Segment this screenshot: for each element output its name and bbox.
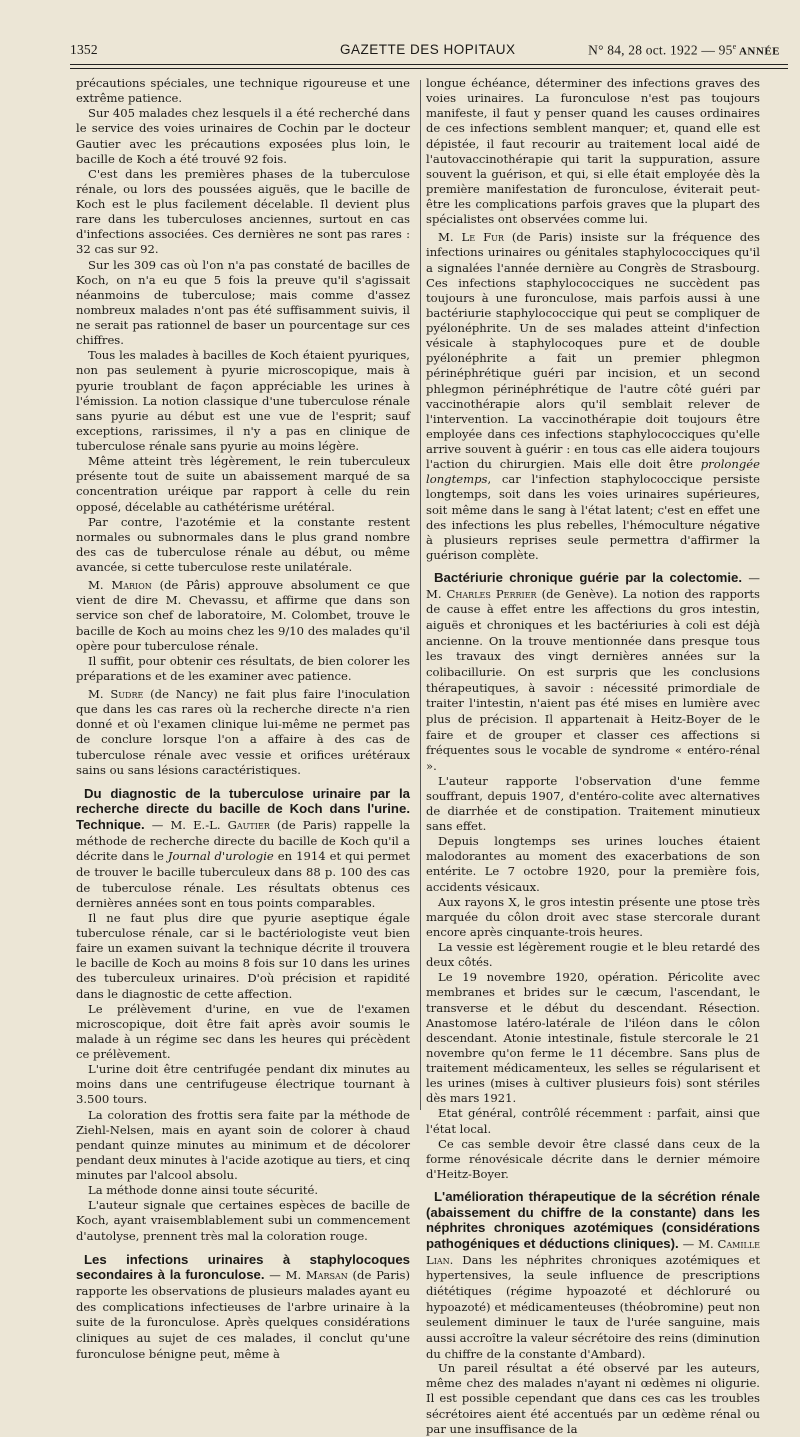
paragraph: Ce cas semble devoir être classé dans ceux de la forme rénovésicale décrite dans le dernier mémoire d'Heitz-Boyer. (426, 1136, 760, 1181)
paragraph: Le prélèvement d'urine, en vue de l'examen microscopique, doit être fait après avoir soumis le malade à un régime sec dans les heures qui précèdent ce prélèvement. (76, 1001, 410, 1062)
paragraph: Depuis longtemps ses urines louches étaient malodorantes au moment des exacerbations de son entérite. Le 7 octobre 1920, pour la première fois, accidents vésicaux. (426, 834, 760, 894)
paragraph: Il suffit, pour obtenir ces résultats, de bien colorer les préparations et de les examiner avec patience. (76, 653, 410, 683)
paragraph: précautions spéciales, une technique rigoureuse et une extrême patience. (76, 76, 410, 106)
paragraph: longue échéance, déterminer des infections graves des voies urinaires. La furonculose n'est pas toujours manifeste, il faut y penser quand les causes ordinaires de ces infections semblent manquer; et, quand elle est dépistée, il faut recourir au traitement local aidé de l'autovaccinothérapie qui tarit la suppuration, assure souvent la guérison, et qui, si elle était employée dès la première manifestation de furonculose, éviterait peut-être les complications parfois graves que la plupart des spécialistes ont observées comme lui. (426, 76, 760, 227)
paragraph: Aux rayons X, le gros intestin présente une ptose très marquée du côlon droit avec stase stercorale durant encore après cinquante-trois heures. (426, 894, 760, 939)
paragraph: Par contre, l'azotémie et la constante restent normales ou subnormales dans le plus grand nombre des cas de tuberculose rénale au début, ou même avancée, si cette tuberculose reste unilatérale. (76, 514, 410, 574)
paragraph: Tous les malades à bacilles de Koch étaient pyuriques, non pas seulement à pyurie microscopique, mais à pyurie troublant de façon appréciable les urines à l'émission. La notion classique d'une tuberculose rénale sans pyurie au début est une vue de l'esprit; sauf exceptions, rarissimes, il n'y a pas en clinique de tuberculose rénale sans pyurie au moins légère. (76, 348, 410, 453)
paragraph: La vessie est légèrement rougie et le bleu retardé des deux côtés. (426, 940, 760, 970)
paragraph: Même atteint très légèrement, le rein tuberculeux présente tout de suite un abaissement marqué de sa concentration uréique par rapport à celle du rein opposé, décelable au cathétérisme urétéral. (76, 454, 410, 514)
left-column (76, 76, 410, 1361)
header-rule-bottom (70, 68, 788, 69)
paragraph: M. Sudre (de Nancy) ne fait plus faire l'inoculation que dans les cas rares où la recherche directe n'a rien donné et où l'examen clinique lui-même ne permet pas de conclure lorsque l'on a affaire à des cas de tuberculose rénale avec vessie et orifices urétéraux sains ou sans lésions caractéristiques. (76, 687, 410, 777)
paragraph: La coloration des frottis sera faite par la méthode de Ziehl-Nelsen, mais en ayant soin de colorer à chaud pendant quinze minutes au minimum et de décolorer pendant deux minutes à l'acide azotique au tiers, et cinq minutes par l'alcool absolu. (76, 1107, 410, 1183)
paragraph: C'est dans les premières phases de la tuberculose rénale, ou lors des poussées aiguës, que le bacille de Koch est le plus facilement décelable. Il devient plus rare dans les tuberculoses anciennes, surtout en cas d'infections associées. Ces dernières ne sont pas rares : 32 cas sur 92. (76, 166, 410, 257)
section-heading: Du diagnostic de la tuberculose urinaire par la recherche directe du bacille de Koch dans l'urine. Technique. — M. E.-L. Gautier (de Paris) rappelle la méthode de recherche directe du bacille de Koch qu'il a décrite dans le Journal d'urologie en 1914 et qui permet de trouver le bacille tuberculeux dans 88 p. 100 des cas de tuberculose rénale. Les résultats obtenus ces dernières années sont en tous points comparables. (76, 785, 410, 911)
paragraph: Sur les 309 cas où l'on n'a pas constaté de bacilles de Koch, on n'a eu que 5 fois la preuve qu'il s'agissait néanmoins de tuberculose; mais comme d'assez nombreux malades n'ont pas été suffisamment suivis, il ne serait pas rationnel de baser un pourcentage sur ces chiffres. (76, 257, 410, 348)
paragraph: L'auteur signale que certaines espèces de bacille de Koch, ayant vraisemblablement subi un commencement d'autolyse, prennent très mal la coloration rouge. (76, 1198, 410, 1243)
paragraph: Le 19 novembre 1920, opération. Péricolite avec membranes et brides sur le cæcum, l'ascendant, le transverse et le début du descendant. Résection. Anastomose latéro-latérale de l'iléon dans le côlon descendant. Atonie intestinale, fistule stercorale le 21 novembre qu'on ferme le 11 décembre. Sans plus de traitement médicamenteux, les selles se régularisent et les urines (mises à cultiver plusieurs fois) sont stériles dès mars 1921. (426, 970, 760, 1106)
journal-title: GAZETTE DES HOPITAUX (340, 42, 516, 57)
paragraph: Sur 405 malades chez lesquels il a été recherché dans le service des voies urinaires de Cochin par le docteur Gautier avec les précautions exposées plus loin, le bacille de Koch a été trouvé 92 fois. (76, 106, 410, 166)
paragraph: Etat général, contrôlé récemment : parfait, ainsi que l'état local. (426, 1106, 760, 1136)
paragraph: L'auteur rapporte l'observation d'une femme souffrant, depuis 1907, d'entéro-colite avec alternatives de diarrhée et de constipation. Traitement minutieux sans effet. (426, 773, 760, 834)
paragraph: La méthode donne ainsi toute sécurité. (88, 1183, 319, 1198)
paragraph: M. Le Fur (de Paris) insiste sur la fréquence des infections urinaires ou génitales staphylococciques qu'il a signalées l'année dernière au Congrès de Strasbourg. Ces infections staphylococciques ne succèdent pas toujours à une furonculose, mais parfois aussi à une bactériurie staphylococcique qui peut se compliquer de pyélonéphrite. Un de ses malades atteint d'infection vésicale à staphylocoques pure et de double pyélonéphrite a fait un premier phlegmon périnéphrétique guéri par incision, et un second phlegmon périnéphrétique de l'autre côté guéri par vaccinothérapie alors qu'il semblait relever de l'intervention. La vaccinothérapie doit toujours être employée dans ces infections staphylococciques qu'elle arrive souvent à guérir : en tous cas elle aidera toujours l'action du chirurgien. Mais elle doit être prolongée longtemps, car l'infection staphylococcique persiste longtemps, soit dans les voies urinaires supérieures, soit même dans le sang à l'état latent; c'est en effet une des infections les plus rebelles, l'hémoculture négative à plusieurs reprises seule permettra d'affirmer la guérison complète. (426, 230, 760, 562)
column-divider (420, 80, 421, 1110)
paragraph: L'urine doit être centrifugée pendant dix minutes au moins dans une centrifugeuse électrique tournant à 3.500 tours. (76, 1062, 410, 1107)
paragraph: Il ne faut plus dire que pyurie aseptique égale tuberculose rénale, car si le bactériologiste veut bien faire un examen suivant la technique décrite il trouvera le bacille de Koch au moins 8 fois sur 10 dans les urines des tuberculeux urinaires. D'où précision et rapidité dans le diagnostic de cette affection. (76, 910, 410, 1001)
section-heading: L'amélioration thérapeutique de la sécrétion rénale (abaissement du chiffre de la constante) dans les néphrites chroniques azotémiques (considérations pathogéniques et déductions cliniques). — M. Camille Lian. Dans les néphrites chroniques azotémiques et hypertensives, la seule influence de prescriptions diététiques (régime hypoazoté et déchloruré ou hypoazoté) et médicamenteuses (théobromine) peut non seulement diminuer le taux de l'urée sanguine, mais aussi accroître la valeur sécrétoire des reins (diminution du chiffre de la constante d'Ambard). (426, 1189, 760, 1361)
right-column (426, 76, 760, 1437)
page-header (70, 38, 780, 60)
section-heading: Les infections urinaires à staphylocoques secondaires à la furonculose. — M. Marsan (de Paris) rapporte les observations de plusieurs malades ayant eu des complications infectieuses de l'arbre urinaire à la suite de la furonculose. Après quelques considérations cliniques au sujet de ces malades, il conclut qu'une furonculose bénigne peut, même à (76, 1251, 410, 1361)
header-rule-top (70, 64, 788, 65)
issue-info: N° 84, 28 oct. 1922 — 95e ANNÉE (588, 42, 780, 58)
section-heading: Bactériurie chronique guérie par la colectomie. — M. Charles Perrier (de Genève). La notion des rapports de cause à effet entre les affections du gros intestin, aiguës et chroniques et les bactériuries à coli est déjà ancienne. On la trouve mentionnée dans presque tous les travaux des vingt dernières années sur la colibacillurie. On est surpris que les conclusions thérapeutiques, à savoir : nécessité primordiale de traiter l'intestin, n'aient pas été mises en lumière avec plus de précision. Il appartenait à Heitz-Boyer de le faire et de grouper et classer ces affections si fréquentes sous le vocable de syndrome « entéro-rénal ». (426, 570, 760, 774)
paragraph: M. Marion (de Pâris) approuve absolument ce que vient de dire M. Chevassu, et affirme que dans son service son chef de laboratoire, M. Colombet, trouve le bacille de Koch au moins chez les 9/10 des malades qu'il opère pour tuberculose rénale. (76, 578, 410, 653)
page-number: 1352 (70, 42, 98, 57)
paragraph: Un pareil résultat a été observé par les auteurs, même chez des malades n'ayant ni œdèmes ni oligurie. Il est possible cependant que dans ces cas les troubles sécrétoires aient été accentués par un œdème rénal ou par une insuffisance de la (426, 1361, 760, 1436)
